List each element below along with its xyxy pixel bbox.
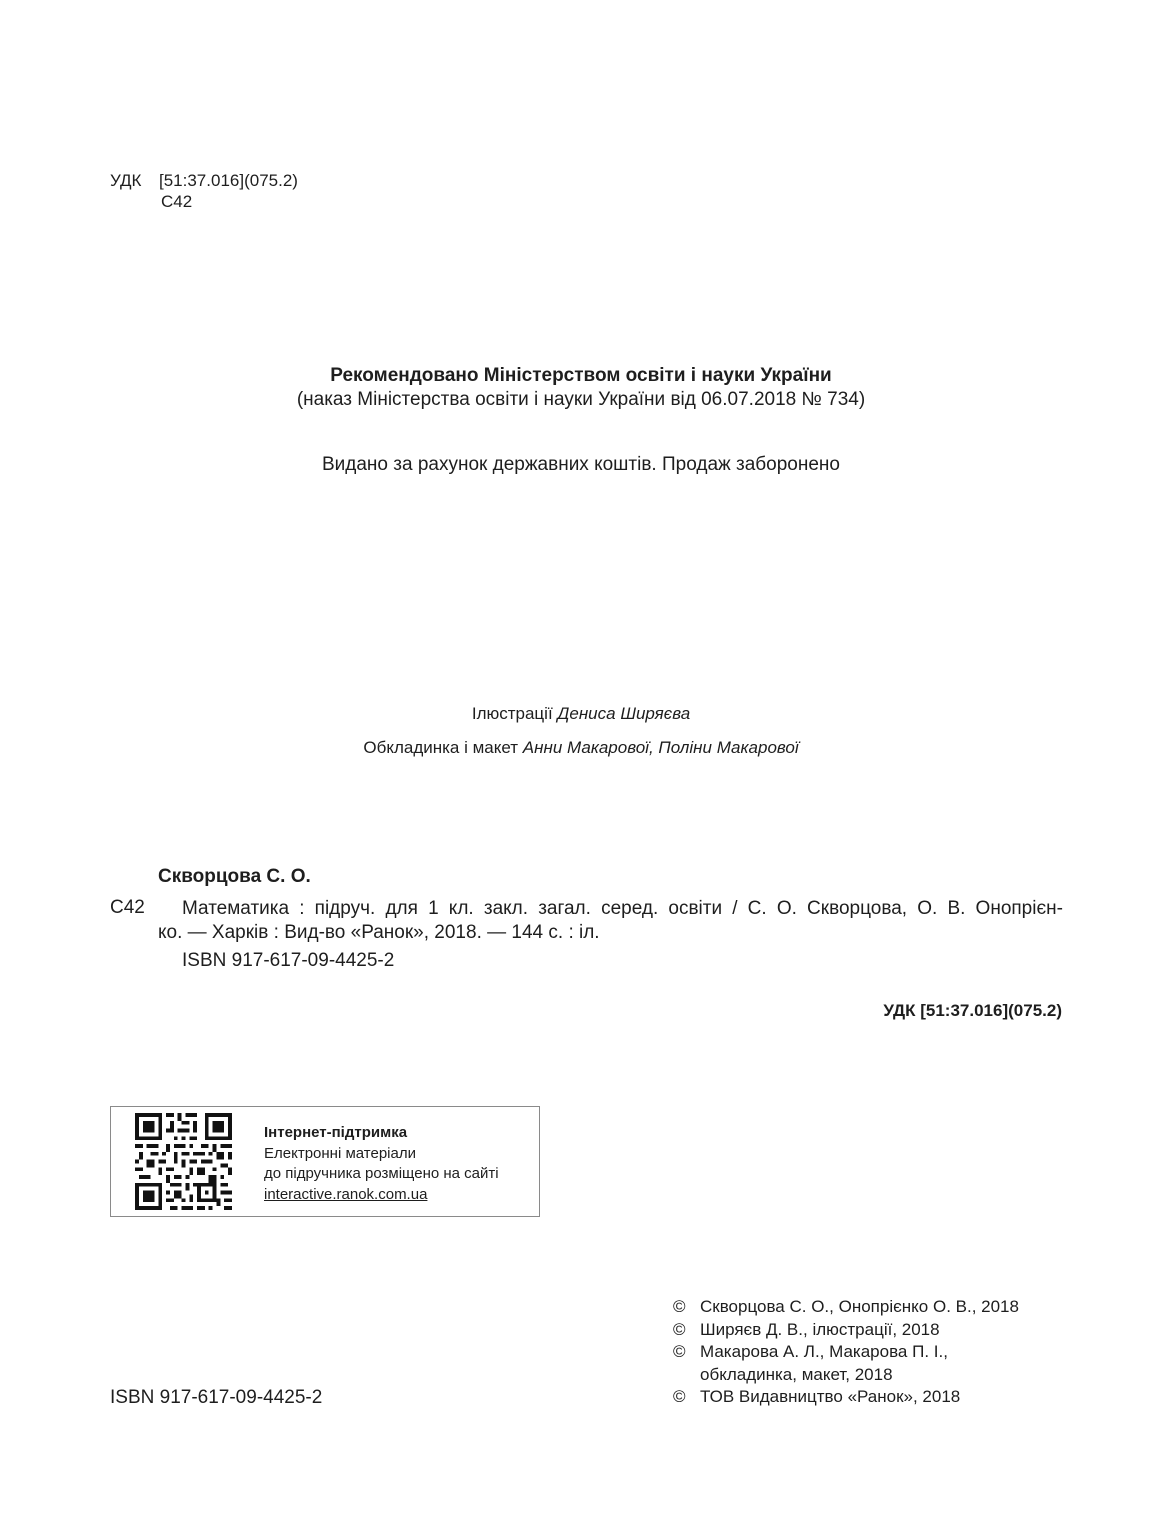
support-url-link[interactable]: interactive.ranok.com.ua [264, 1185, 428, 1203]
udk-code: [51:37.016](075.2) [159, 171, 298, 190]
copyright-text: обкладинка, макет, 2018 [700, 1364, 893, 1384]
copyright-item-continuation [673, 1364, 1019, 1387]
copyright-symbol: © [673, 1319, 686, 1339]
copyright-item [673, 1386, 1019, 1409]
recommendation-order: (наказ Міністерства освіти і науки України від 06.07.2018 № 734) [296, 389, 866, 410]
bibliographic-line-1: Математика : підруч. для 1 кл. закл. загал. серед. освіти / С. О. Скворцова, О. В. Онопрієн- [182, 898, 1063, 919]
udk-label: УДК [110, 171, 142, 190]
cover-credit [0, 738, 1162, 758]
support-text [264, 1123, 499, 1205]
copyright-text: Макарова А. Л., Макарова П. І., [700, 1342, 948, 1361]
copyright-item [673, 1296, 1019, 1319]
copyright-item [673, 1319, 1019, 1342]
illustrations-credit [0, 704, 1162, 724]
support-heading: Інтернет-підтримка [264, 1124, 408, 1141]
illustrator-name: Дениса Ширяєва [557, 704, 691, 723]
copyright-symbol: © [673, 1387, 686, 1406]
udk-header [110, 170, 298, 212]
qr-code-icon[interactable] [135, 1113, 232, 1210]
copyright-text: ТОВ Видавництво «Ранок», 2018 [700, 1387, 961, 1406]
internet-support-box [110, 1106, 540, 1217]
copyright-text: Скворцова С. О., Онопрієнко О. В., 2018 [700, 1297, 1019, 1316]
copyright-text: Ширяєв Д. В., ілюстрації, 2018 [700, 1319, 940, 1339]
bibliographic-line-2: ко. — Харків : Вид-во «Ранок», 2018. — 144 с. : іл. [158, 922, 600, 943]
support-line-2: до підручника розміщено на сайті [264, 1165, 499, 1182]
copyright-list [673, 1296, 1019, 1409]
copyright-symbol: © [673, 1342, 686, 1361]
illustrations-label: Ілюстрації [471, 704, 558, 723]
copyright-symbol: © [673, 1297, 686, 1316]
funding-note: Видано за рахунок державних коштів. Продаж заборонено [321, 454, 840, 475]
bibliographic-description [158, 897, 1063, 945]
cover-designers-name: Анни Макарової, Поліни Макарової [522, 738, 799, 757]
copyright-item [673, 1341, 1019, 1364]
classification-code: С42 [161, 192, 193, 211]
card-udk: УДК [51:37.016](075.2) [883, 1001, 1062, 1020]
recommendation-title: Рекомендовано Міністерством освіти і науки України [330, 365, 832, 386]
card-class-code: С42 [110, 897, 145, 918]
isbn-bottom: ISBN 917-617-09-4425-2 [110, 1387, 323, 1408]
card-isbn: ISBN 917-617-09-4425-2 [182, 950, 395, 971]
author-name: Скворцова С. О. [158, 866, 311, 887]
support-line-1: Електронні матеріали [264, 1144, 416, 1162]
cover-label: Обкладинка і макет [363, 738, 523, 757]
